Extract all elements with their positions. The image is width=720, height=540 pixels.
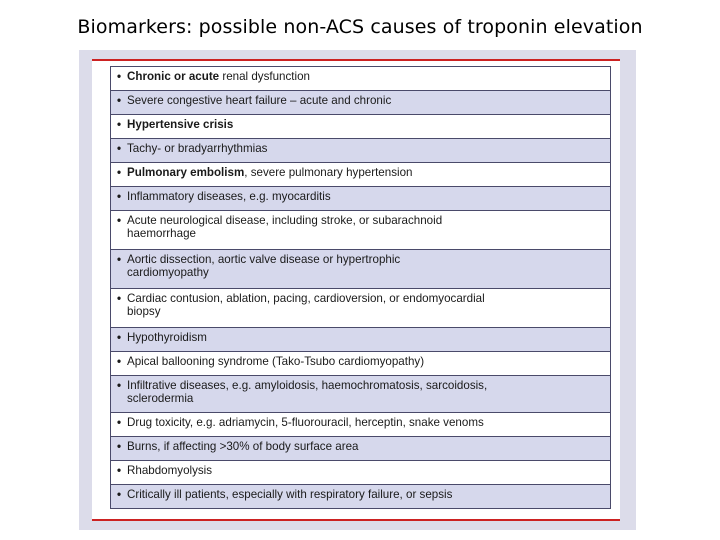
table-row (111, 289, 610, 328)
bullet: • (117, 214, 122, 227)
table-row (111, 437, 610, 461)
bullet: • (117, 355, 122, 368)
table-row (111, 352, 610, 376)
table-row (111, 187, 610, 211)
bullet: • (117, 331, 122, 344)
bullet: • (117, 488, 122, 501)
row-lead-text: Cardiac contusion, ablation, pacing, cardioversion, or endomyocardial biopsy (127, 292, 485, 318)
row-rest-text: , severe pulmonary hypertension (244, 166, 413, 179)
table-row (111, 115, 610, 139)
table-row (111, 211, 610, 250)
row-lead-text: Infiltrative diseases, e.g. amyloidosis, haemochromatosis, sarcoidosis, sclerodermia (127, 379, 488, 405)
table-row (111, 250, 610, 289)
table-row (111, 376, 610, 413)
bullet: • (117, 464, 122, 477)
row-lead-text: Pulmonary embolism (127, 166, 245, 179)
row-lead-text: Hypertensive crisis (127, 118, 234, 131)
bullet: • (117, 118, 122, 131)
bullet: • (117, 440, 122, 453)
bottom-red-rule (92, 519, 620, 521)
bullet: • (117, 70, 122, 83)
table-row (111, 91, 610, 115)
bullet: • (117, 142, 122, 155)
bullet: • (117, 379, 122, 392)
row-lead-text: Apical ballooning syndrome (Tako-Tsubo cardiomyopathy) (127, 355, 425, 368)
table-row (111, 163, 610, 187)
bullet: • (117, 190, 122, 203)
causes-table (110, 66, 611, 509)
table-row (111, 67, 610, 91)
bullet: • (117, 94, 122, 107)
bullet: • (117, 166, 122, 179)
row-lead-text: Drug toxicity, e.g. adriamycin, 5-fluorouracil, herceptin, snake venoms (127, 416, 484, 429)
row-lead-text: Chronic or acute (127, 70, 220, 83)
bullet: • (117, 416, 122, 429)
top-red-rule (92, 59, 620, 61)
row-rest-text: – acute and chronic (286, 94, 392, 107)
table-figure-inner (92, 59, 620, 521)
row-lead-text: Rhabdomyolysis (127, 464, 213, 477)
table-row (111, 461, 610, 485)
table-figure (79, 50, 636, 530)
table-row (111, 485, 610, 509)
row-lead-text: Acute neurological disease, including stroke, or subarachnoid haemorrhage (127, 214, 443, 240)
bullet: • (117, 292, 122, 305)
table-row (111, 139, 610, 163)
bullet: • (117, 253, 122, 266)
slide-title: Biomarkers: possible non-ACS causes of troponin elevation (77, 16, 643, 38)
row-lead-text: Burns, if affecting >30% of body surface area (127, 440, 359, 453)
row-lead-text: Hypothyroidism (127, 331, 207, 344)
table-row (111, 413, 610, 437)
row-lead-text: Inflammatory diseases, e.g. myocarditis (127, 190, 331, 203)
row-lead-text: Tachy- or bradyarrhythmias (127, 142, 268, 155)
row-lead-text: Severe congestive heart failure (127, 94, 287, 107)
row-lead-text: Critically ill patients, especially with respiratory failure, or sepsis (127, 488, 453, 501)
row-lead-text: Aortic dissection, aortic valve disease or hypertrophic cardiomyopathy (127, 253, 401, 279)
row-rest-text: renal dysfunction (219, 70, 310, 83)
table-row (111, 328, 610, 352)
